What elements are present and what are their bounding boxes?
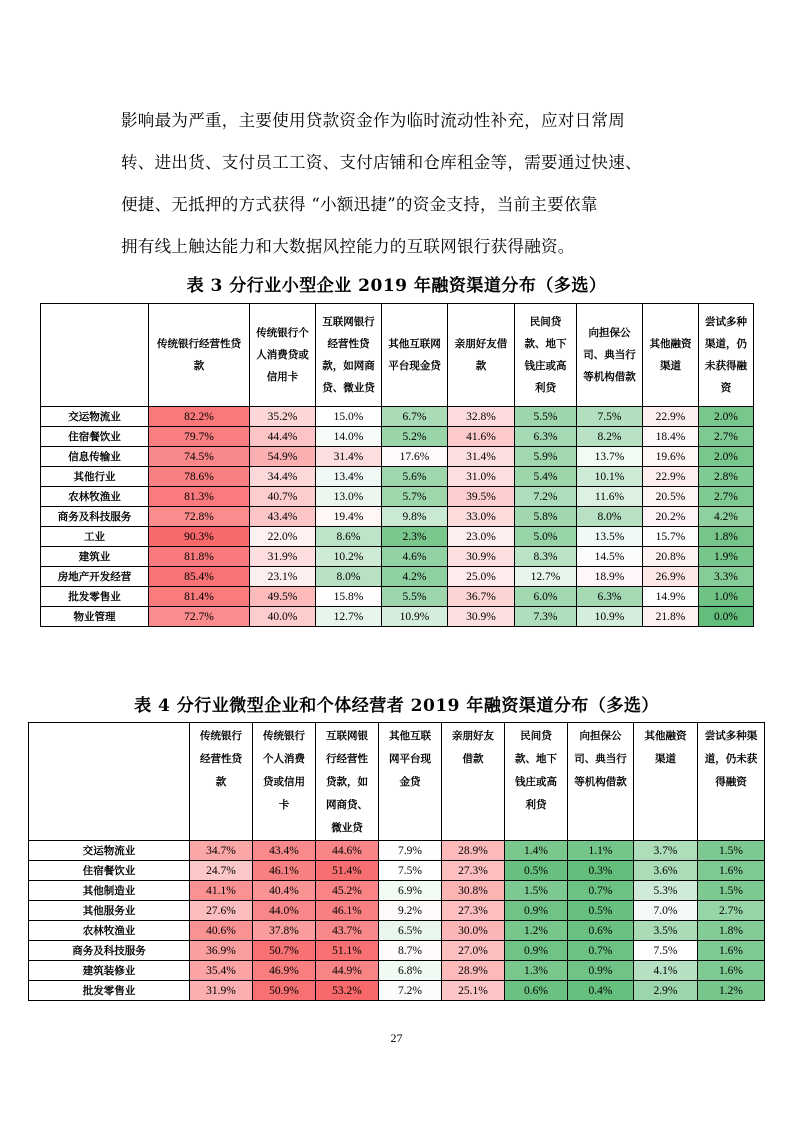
column-header: 互联网银行经营性贷款，如网商贷、微业贷 [316, 304, 382, 407]
value-cell: 6.0% [515, 587, 577, 607]
value-cell: 0.5% [505, 861, 568, 881]
value-cell: 8.6% [316, 527, 382, 547]
value-cell: 19.4% [316, 507, 382, 527]
value-cell: 44.4% [250, 427, 316, 447]
value-cell: 0.6% [568, 921, 634, 941]
value-cell: 0.9% [505, 941, 568, 961]
value-cell: 0.7% [568, 941, 634, 961]
column-header: 尝试多种渠道，仍未获得融资 [698, 723, 765, 841]
header-corner [41, 304, 149, 407]
row-label: 其他制造业 [29, 881, 190, 901]
table3-caption: 表 3 分行业小型企业 2019 年融资渠道分布（多选） [186, 276, 607, 296]
column-header: 民间贷款、地下钱庄或高利贷 [505, 723, 568, 841]
value-cell: 34.4% [250, 467, 316, 487]
value-cell: 2.7% [699, 487, 754, 507]
row-label: 住宿餐饮业 [41, 427, 149, 447]
table-row [29, 861, 765, 881]
value-cell: 5.2% [382, 427, 448, 447]
table3 [40, 303, 754, 627]
value-cell: 2.9% [634, 981, 698, 1001]
value-cell: 25.0% [448, 567, 515, 587]
value-cell: 13.5% [577, 527, 643, 547]
value-cell: 41.6% [448, 427, 515, 447]
value-cell: 1.9% [699, 547, 754, 567]
row-label: 批发零售业 [41, 587, 149, 607]
value-cell: 2.8% [699, 467, 754, 487]
value-cell: 1.8% [698, 921, 765, 941]
table4-header-row [29, 723, 765, 841]
value-cell: 1.6% [698, 961, 765, 981]
value-cell: 0.3% [568, 861, 634, 881]
value-cell: 11.6% [577, 487, 643, 507]
value-cell: 5.4% [515, 467, 577, 487]
table-row [41, 607, 754, 627]
value-cell: 17.6% [382, 447, 448, 467]
value-cell: 33.0% [448, 507, 515, 527]
value-cell: 81.4% [149, 587, 250, 607]
value-cell: 1.2% [698, 981, 765, 1001]
value-cell: 9.8% [382, 507, 448, 527]
column-header: 传统银行个人消费贷或信用卡 [253, 723, 316, 841]
table-row [29, 901, 765, 921]
value-cell: 5.5% [382, 587, 448, 607]
value-cell: 28.9% [442, 961, 505, 981]
column-header: 向担保公司、典当行等机构借款 [577, 304, 643, 407]
paragraph-line: 拥有线上触达能力和大数据风控能力的互联网银行获得融资。 [121, 237, 575, 256]
value-cell: 18.9% [577, 567, 643, 587]
value-cell: 35.4% [190, 961, 253, 981]
row-label: 信息传输业 [41, 447, 149, 467]
value-cell: 30.0% [442, 921, 505, 941]
paragraph-line: 便捷、无抵押的方式获得 “小额迅捷”的资金支持，当前主要依靠 [121, 195, 598, 214]
table-row [29, 981, 765, 1001]
value-cell: 4.6% [382, 547, 448, 567]
value-cell: 28.9% [442, 841, 505, 861]
row-label: 建筑业 [41, 547, 149, 567]
value-cell: 81.8% [149, 547, 250, 567]
value-cell: 6.9% [379, 881, 442, 901]
value-cell: 37.8% [253, 921, 316, 941]
value-cell: 15.7% [643, 527, 699, 547]
value-cell: 0.6% [505, 981, 568, 1001]
value-cell: 5.0% [515, 527, 577, 547]
value-cell: 14.5% [577, 547, 643, 567]
value-cell: 5.9% [515, 447, 577, 467]
value-cell: 3.5% [634, 921, 698, 941]
column-header: 其他互联网平台现金贷 [379, 723, 442, 841]
value-cell: 7.2% [379, 981, 442, 1001]
value-cell: 4.2% [382, 567, 448, 587]
value-cell: 0.9% [505, 901, 568, 921]
value-cell: 14.9% [643, 587, 699, 607]
value-cell: 22.0% [250, 527, 316, 547]
value-cell: 7.0% [634, 901, 698, 921]
value-cell: 0.5% [568, 901, 634, 921]
value-cell: 51.1% [316, 941, 379, 961]
value-cell: 24.7% [190, 861, 253, 881]
value-cell: 1.6% [698, 941, 765, 961]
value-cell: 46.1% [253, 861, 316, 881]
row-label: 交运物流业 [41, 407, 149, 427]
column-header: 其他融资渠道 [634, 723, 698, 841]
value-cell: 0.0% [699, 607, 754, 627]
value-cell: 2.3% [382, 527, 448, 547]
column-header: 传统银行经营性贷款 [149, 304, 250, 407]
value-cell: 30.9% [448, 547, 515, 567]
value-cell: 72.8% [149, 507, 250, 527]
value-cell: 27.6% [190, 901, 253, 921]
table-row [41, 547, 754, 567]
value-cell: 27.3% [442, 901, 505, 921]
value-cell: 27.3% [442, 861, 505, 881]
row-label: 工业 [41, 527, 149, 547]
value-cell: 2.0% [699, 407, 754, 427]
value-cell: 7.5% [379, 861, 442, 881]
value-cell: 0.7% [568, 881, 634, 901]
value-cell: 5.3% [634, 881, 698, 901]
value-cell: 81.3% [149, 487, 250, 507]
table-row [41, 407, 754, 427]
value-cell: 1.6% [698, 861, 765, 881]
value-cell: 30.8% [442, 881, 505, 901]
value-cell: 1.3% [505, 961, 568, 981]
table4 [28, 722, 765, 1001]
body-paragraph [121, 100, 681, 268]
value-cell: 18.4% [643, 427, 699, 447]
column-header: 其他融资渠道 [643, 304, 699, 407]
value-cell: 14.0% [316, 427, 382, 447]
value-cell: 40.0% [250, 607, 316, 627]
value-cell: 20.8% [643, 547, 699, 567]
row-label: 交运物流业 [29, 841, 190, 861]
value-cell: 8.7% [379, 941, 442, 961]
value-cell: 31.9% [250, 547, 316, 567]
value-cell: 8.2% [577, 427, 643, 447]
value-cell: 36.9% [190, 941, 253, 961]
value-cell: 30.9% [448, 607, 515, 627]
row-label: 商务及科技服务 [41, 507, 149, 527]
row-label: 建筑装修业 [29, 961, 190, 981]
value-cell: 6.3% [577, 587, 643, 607]
page-number: 27 [390, 1031, 403, 1045]
paragraph-line: 转、进出货、支付员工工资、支付店铺和仓库租金等，需要通过快速、 [121, 153, 642, 172]
row-label: 住宿餐饮业 [29, 861, 190, 881]
value-cell: 53.2% [316, 981, 379, 1001]
column-header: 传统银行个人消费贷或信用卡 [250, 304, 316, 407]
table-row [29, 841, 765, 861]
table-row [29, 941, 765, 961]
value-cell: 50.9% [253, 981, 316, 1001]
table-row [41, 467, 754, 487]
value-cell: 1.5% [698, 841, 765, 861]
value-cell: 5.6% [382, 467, 448, 487]
value-cell: 4.1% [634, 961, 698, 981]
value-cell: 26.9% [643, 567, 699, 587]
value-cell: 39.5% [448, 487, 515, 507]
value-cell: 31.0% [448, 467, 515, 487]
value-cell: 79.7% [149, 427, 250, 447]
value-cell: 4.2% [699, 507, 754, 527]
value-cell: 31.4% [448, 447, 515, 467]
value-cell: 6.7% [382, 407, 448, 427]
value-cell: 10.9% [382, 607, 448, 627]
value-cell: 40.4% [253, 881, 316, 901]
row-label: 其他服务业 [29, 901, 190, 921]
table3-body [41, 407, 754, 627]
row-label: 房地产开发经营 [41, 567, 149, 587]
value-cell: 31.9% [190, 981, 253, 1001]
table4-caption: 表 4 分行业微型企业和个体经营者 2019 年融资渠道分布（多选） [134, 696, 659, 716]
value-cell: 90.3% [149, 527, 250, 547]
value-cell: 50.7% [253, 941, 316, 961]
value-cell: 40.6% [190, 921, 253, 941]
value-cell: 46.1% [316, 901, 379, 921]
value-cell: 15.8% [316, 587, 382, 607]
row-label: 农林牧渔业 [29, 921, 190, 941]
value-cell: 7.9% [379, 841, 442, 861]
table4-body [29, 841, 765, 1001]
value-cell: 0.9% [568, 961, 634, 981]
value-cell: 7.5% [577, 407, 643, 427]
value-cell: 78.6% [149, 467, 250, 487]
value-cell: 0.4% [568, 981, 634, 1001]
value-cell: 43.4% [250, 507, 316, 527]
value-cell: 9.2% [379, 901, 442, 921]
value-cell: 54.9% [250, 447, 316, 467]
value-cell: 13.4% [316, 467, 382, 487]
value-cell: 1.4% [505, 841, 568, 861]
value-cell: 25.1% [442, 981, 505, 1001]
value-cell: 20.5% [643, 487, 699, 507]
value-cell: 10.9% [577, 607, 643, 627]
value-cell: 43.7% [316, 921, 379, 941]
column-header: 尝试多种渠道，仍未获得融资 [699, 304, 754, 407]
row-label: 物业管理 [41, 607, 149, 627]
column-header: 其他互联网平台现金贷 [382, 304, 448, 407]
table-row [41, 527, 754, 547]
table-row [41, 587, 754, 607]
value-cell: 1.2% [505, 921, 568, 941]
row-label: 农林牧渔业 [41, 487, 149, 507]
value-cell: 3.6% [634, 861, 698, 881]
value-cell: 7.2% [515, 487, 577, 507]
column-header: 传统银行经营性贷款 [190, 723, 253, 841]
value-cell: 41.1% [190, 881, 253, 901]
value-cell: 51.4% [316, 861, 379, 881]
column-header: 互联网银行经营性贷款，如网商贷、微业贷 [316, 723, 379, 841]
value-cell: 1.5% [698, 881, 765, 901]
value-cell: 22.9% [643, 407, 699, 427]
value-cell: 46.9% [253, 961, 316, 981]
table-row [29, 961, 765, 981]
table-row [41, 487, 754, 507]
value-cell: 6.3% [515, 427, 577, 447]
value-cell: 8.0% [316, 567, 382, 587]
value-cell: 8.0% [577, 507, 643, 527]
value-cell: 1.5% [505, 881, 568, 901]
value-cell: 31.4% [316, 447, 382, 467]
value-cell: 43.4% [253, 841, 316, 861]
value-cell: 82.2% [149, 407, 250, 427]
value-cell: 20.2% [643, 507, 699, 527]
value-cell: 44.6% [316, 841, 379, 861]
value-cell: 74.5% [149, 447, 250, 467]
column-header: 向担保公司、典当行等机构借款 [568, 723, 634, 841]
value-cell: 72.7% [149, 607, 250, 627]
column-header: 民间贷款、地下钱庄或高利贷 [515, 304, 577, 407]
value-cell: 1.0% [699, 587, 754, 607]
value-cell: 45.2% [316, 881, 379, 901]
value-cell: 2.7% [698, 901, 765, 921]
value-cell: 6.5% [379, 921, 442, 941]
value-cell: 23.0% [448, 527, 515, 547]
value-cell: 15.0% [316, 407, 382, 427]
value-cell: 19.6% [643, 447, 699, 467]
value-cell: 1.1% [568, 841, 634, 861]
value-cell: 49.5% [250, 587, 316, 607]
table-row [29, 881, 765, 901]
value-cell: 2.0% [699, 447, 754, 467]
value-cell: 13.7% [577, 447, 643, 467]
value-cell: 1.8% [699, 527, 754, 547]
value-cell: 23.1% [250, 567, 316, 587]
value-cell: 22.9% [643, 467, 699, 487]
value-cell: 21.8% [643, 607, 699, 627]
value-cell: 40.7% [250, 487, 316, 507]
value-cell: 3.3% [699, 567, 754, 587]
value-cell: 7.5% [634, 941, 698, 961]
value-cell: 44.0% [253, 901, 316, 921]
table-row [41, 447, 754, 467]
value-cell: 34.7% [190, 841, 253, 861]
table-row [41, 507, 754, 527]
value-cell: 5.8% [515, 507, 577, 527]
table3-header-row [41, 304, 754, 407]
value-cell: 12.7% [316, 607, 382, 627]
value-cell: 5.7% [382, 487, 448, 507]
row-label: 其他行业 [41, 467, 149, 487]
value-cell: 35.2% [250, 407, 316, 427]
column-header: 亲朋好友借款 [448, 304, 515, 407]
paragraph-line: 影响最为严重，主要使用贷款资金作为临时流动性补充，应对日常周 [121, 111, 625, 130]
table-row [41, 567, 754, 587]
value-cell: 27.0% [442, 941, 505, 961]
row-label: 批发零售业 [29, 981, 190, 1001]
value-cell: 44.9% [316, 961, 379, 981]
table-row [41, 427, 754, 447]
value-cell: 2.7% [699, 427, 754, 447]
value-cell: 85.4% [149, 567, 250, 587]
value-cell: 6.8% [379, 961, 442, 981]
value-cell: 5.5% [515, 407, 577, 427]
value-cell: 32.8% [448, 407, 515, 427]
value-cell: 36.7% [448, 587, 515, 607]
value-cell: 3.7% [634, 841, 698, 861]
value-cell: 10.2% [316, 547, 382, 567]
row-label: 商务及科技服务 [29, 941, 190, 961]
value-cell: 8.3% [515, 547, 577, 567]
value-cell: 13.0% [316, 487, 382, 507]
header-corner [29, 723, 190, 841]
value-cell: 12.7% [515, 567, 577, 587]
table-row [29, 921, 765, 941]
column-header: 亲朋好友借款 [442, 723, 505, 841]
value-cell: 7.3% [515, 607, 577, 627]
value-cell: 10.1% [577, 467, 643, 487]
